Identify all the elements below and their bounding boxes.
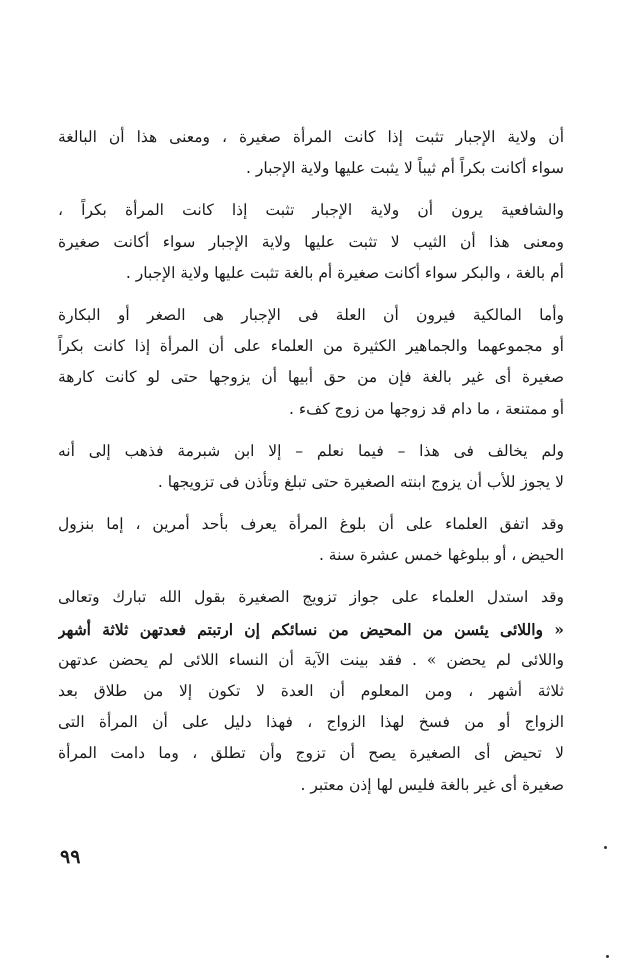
text-line: وأما المالكية فيرون أن العلة فى الإجبار هى الصغر أو البكارة [58, 305, 564, 324]
text-line: والشافعية يرون أن ولاية الإجبار تثبت إذا كانت المرأة بكراً ، [58, 201, 564, 220]
text-line: صغيرة أى غير بالغة فإن من حق أبيها أن يزوجها حتى لو كانت كارهة [58, 368, 564, 387]
scan-speck [604, 846, 607, 849]
text-line: الزواج أو من فسخ لهذا الزواج ، فهذا دليل على أن المرأة التى [58, 713, 564, 732]
text-line: « واللائى يئسن من المحيض من نسائكم إن ارتبتم فعدتهن ثلاثة أشهر [58, 619, 564, 639]
text-line: سواء أكانت بكراً أم ثيباً لا يثبت عليها ولاية الإجبار . [246, 159, 564, 178]
text-line: أم بالغة ، والبكر سواء أكانت صغيرة أم بالغة تثبت عليها ولاية الإجبار . [125, 263, 564, 282]
text-line: واللائى لم يحضن » . فقد بينت الآية أن النساء اللائى لم يحضن عدتهن [58, 650, 564, 669]
text-line: ومعنى هذا أن الثيب لا تثبت عليها ولاية الإجبار سواء أكانت صغيرة [58, 232, 564, 251]
paragraph [58, 195, 564, 289]
text-line: ولم يخالف فى هذا – فيما نعلم – إلا ابن شبرمة فذهب إلى أنه [58, 441, 564, 460]
text-line: الحيض ، أو ببلوغها خمس عشرة سنة . [318, 546, 564, 565]
text-line: أو مجموعهما والجماهير الكثيرة من العلماء على أن المرأة إذا كانت بكراً [58, 337, 564, 356]
page-number: ٩٩ [60, 846, 81, 868]
paragraph [58, 436, 564, 498]
paragraph [58, 300, 564, 425]
paragraph [58, 509, 564, 571]
body-text [58, 122, 564, 812]
text-line: لا تحيض أى الصغيرة يصح أن تزوج وأن تطلق ، وما دامت المرأة [58, 744, 564, 763]
text-line: أو ممتنعة ، ما دام قد زوجها من زوج كفء . [289, 399, 564, 418]
text-line: وقد استدل العلماء على جواز تزويج الصغيرة بقول الله تبارك وتعالى [58, 588, 564, 607]
text-line: وقد اتفق العلماء على أن بلوغ المرأة يعرف بأحد أمرين ، إما بنزول [58, 515, 564, 534]
text-line: أن ولاية الإجبار تثبت إذا كانت المرأة صغيرة ، ومعنى هذا أن البالغة [58, 128, 564, 146]
scan-speck [606, 955, 609, 958]
paragraph [58, 582, 564, 800]
text-line: صغيرة أى غير بالغة فليس لها إذن معتبر . [300, 775, 564, 794]
paragraph [58, 122, 564, 184]
text-line: ثلاثة أشهر ، ومن المعلوم أن العدة لا تكون إلا من طلاق بعد [58, 682, 564, 700]
text-line: لا يجوز للأب أن يزوج ابنته الصغيرة حتى تبلغ وتأذن فى تزويجها . [157, 472, 564, 491]
